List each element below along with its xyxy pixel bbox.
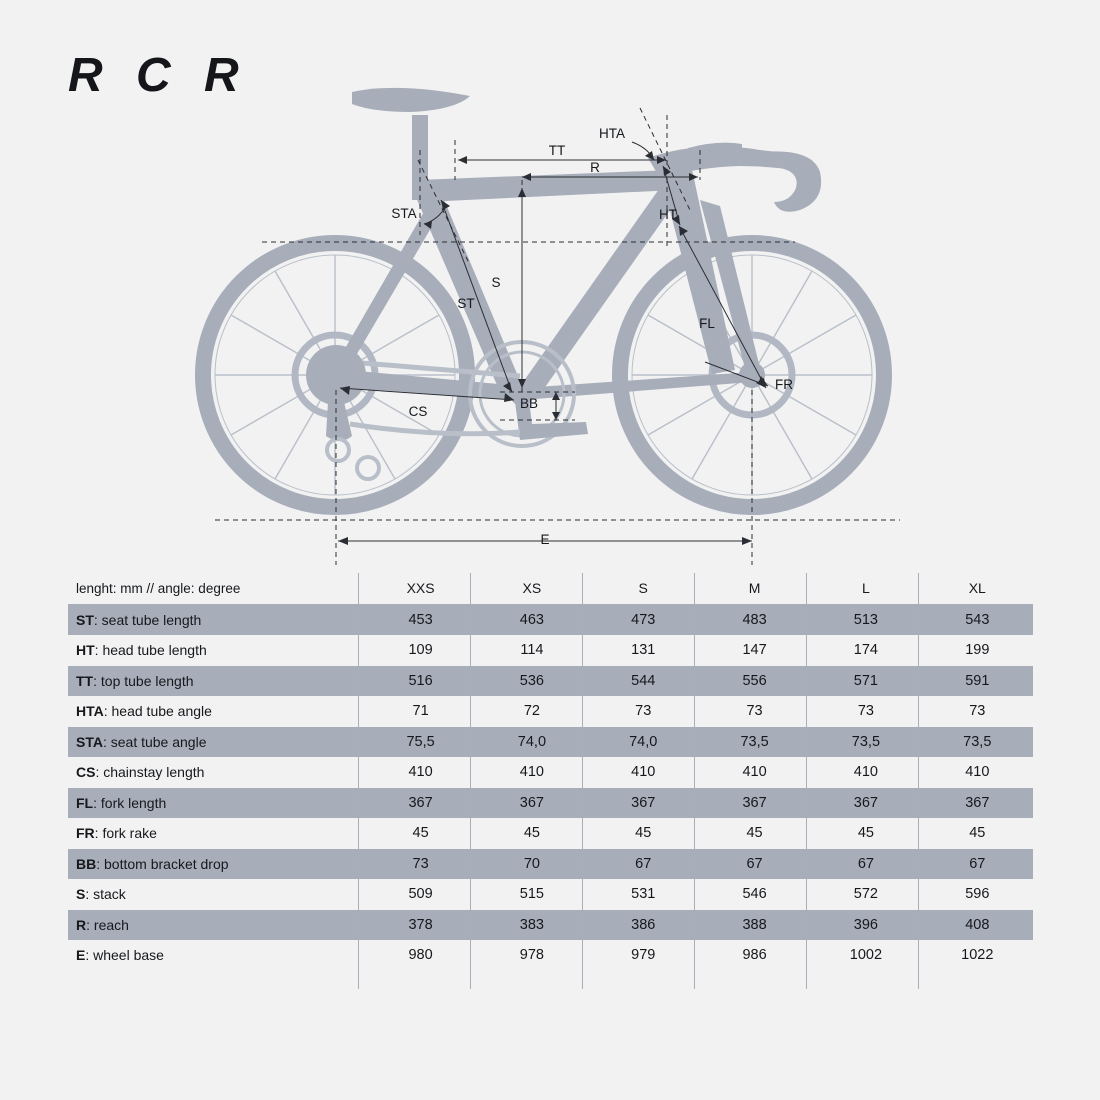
cell-tt-xs: 536: [519, 672, 544, 689]
cell-e-l: 1002: [849, 947, 883, 964]
table-row: [68, 666, 1033, 697]
cell-sta-m: 73,5: [740, 733, 769, 750]
table-row: [68, 849, 1033, 880]
label-st: ST: [457, 296, 475, 311]
table-col-m: M: [699, 573, 810, 604]
cell-bb-xxs: 73: [412, 855, 429, 872]
label-r: R: [590, 160, 600, 175]
row-code: S: [76, 886, 86, 903]
table-col-xl: XL: [922, 573, 1033, 604]
cell-cs-xs: 410: [519, 764, 544, 781]
row-desc: : stack: [85, 886, 126, 903]
row-desc: : chainstay length: [95, 764, 205, 781]
row-code: CS: [76, 764, 96, 781]
cell-ht-s: 131: [631, 642, 656, 659]
cell-tt-xl: 591: [965, 672, 990, 689]
cell-ht-m: 147: [742, 642, 767, 659]
cell-sta-xxs: 75,5: [406, 733, 435, 750]
cell-bb-l: 67: [857, 855, 874, 872]
geometry-table: [68, 573, 1033, 971]
row-desc: : seat tube length: [93, 611, 202, 628]
table-corner-label: lenght: mm // angle: degree: [68, 573, 365, 604]
label-cs: CS: [408, 404, 428, 419]
cell-s-xs: 515: [519, 886, 544, 903]
cell-cs-l: 410: [853, 764, 878, 781]
row-desc: : fork length: [93, 794, 167, 811]
row-label-ht: [68, 635, 365, 666]
row-label-cs: [68, 757, 365, 788]
cell-r-m: 388: [742, 916, 767, 933]
cell-r-xl: 408: [965, 916, 990, 933]
cell-s-xl: 596: [965, 886, 990, 903]
table-row: [68, 635, 1033, 666]
row-label-fl: [68, 788, 365, 819]
table-body: [68, 604, 1033, 971]
row-label-bb: [68, 849, 365, 880]
row-desc: : head tube length: [94, 642, 207, 659]
cell-st-xs: 463: [519, 611, 544, 628]
row-code: HT: [76, 642, 95, 659]
cell-cs-m: 410: [742, 764, 767, 781]
cell-fl-xs: 367: [519, 794, 544, 811]
cell-tt-s: 544: [631, 672, 656, 689]
cell-r-xs: 383: [519, 916, 544, 933]
cell-hta-xl: 73: [969, 703, 986, 720]
cell-e-m: 986: [742, 947, 767, 964]
cell-e-xxs: 980: [408, 947, 433, 964]
row-code: HTA: [76, 703, 104, 720]
row-label-r: [68, 910, 365, 941]
cell-fr-m: 45: [746, 825, 763, 842]
table-header-row: [68, 573, 1033, 604]
row-desc: : head tube angle: [103, 703, 212, 720]
cell-tt-xxs: 516: [408, 672, 433, 689]
cell-fr-xl: 45: [969, 825, 986, 842]
cell-fl-xxs: 367: [408, 794, 433, 811]
row-desc: : reach: [86, 916, 129, 933]
cell-ht-xl: 199: [965, 642, 990, 659]
table-row: [68, 818, 1033, 849]
cell-r-xxs: 378: [408, 916, 433, 933]
table-row: [68, 940, 1033, 971]
cell-ht-xxs: 109: [408, 642, 433, 659]
label-fl: FL: [699, 316, 715, 331]
dim-s: [518, 188, 526, 388]
table-row: [68, 788, 1033, 819]
cell-hta-m: 73: [746, 703, 763, 720]
row-code: ST: [76, 611, 94, 628]
row-desc: : fork rake: [94, 825, 157, 842]
cell-bb-m: 67: [746, 855, 763, 872]
row-code: R: [76, 916, 87, 933]
cell-tt-m: 556: [742, 672, 767, 689]
label-fr: FR: [775, 377, 793, 392]
cell-s-l: 572: [853, 886, 878, 903]
row-label-s: [68, 879, 365, 910]
bike-illustration: [203, 88, 884, 507]
cell-sta-l: 73,5: [851, 733, 881, 750]
cell-hta-s: 73: [635, 703, 652, 720]
row-code: BB: [76, 855, 97, 872]
cell-e-s: 979: [631, 947, 656, 964]
cell-r-l: 396: [853, 916, 878, 933]
table-col-s: S: [588, 573, 699, 604]
cell-r-s: 386: [631, 916, 656, 933]
cell-e-xl: 1022: [961, 947, 994, 964]
row-label-tt: [68, 666, 365, 697]
cell-fl-s: 367: [631, 794, 656, 811]
table-divider-3: [582, 573, 583, 989]
cell-cs-xxs: 410: [408, 764, 433, 781]
cell-tt-l: 571: [853, 672, 878, 689]
dim-st: [441, 200, 512, 392]
label-hta: HTA: [599, 126, 625, 141]
row-desc: : wheel base: [85, 947, 164, 964]
cell-s-xxs: 509: [408, 886, 433, 903]
cell-fl-m: 367: [742, 794, 767, 811]
cell-cs-xl: 410: [965, 764, 990, 781]
cell-s-s: 531: [631, 886, 656, 903]
table-divider-5: [806, 573, 807, 989]
table-row: [68, 604, 1033, 635]
cell-e-xs: 978: [519, 947, 544, 964]
cell-bb-xs: 70: [523, 855, 540, 872]
table-row: [68, 879, 1033, 910]
cell-cs-s: 410: [631, 764, 656, 781]
row-code: STA: [76, 733, 103, 750]
table-header: [68, 573, 1033, 604]
cell-fr-xxs: 45: [412, 825, 429, 842]
table-col-xxs: XXS: [365, 573, 476, 604]
cell-hta-xs: 72: [523, 703, 540, 720]
row-label-sta: [68, 727, 365, 758]
cell-sta-xl: 73,5: [963, 733, 992, 750]
cell-st-m: 483: [742, 611, 767, 628]
row-label-st: [68, 604, 365, 635]
row-code: FR: [76, 825, 95, 842]
cell-ht-xs: 114: [520, 642, 544, 659]
label-tt: TT: [548, 143, 566, 158]
cell-fl-l: 367: [853, 794, 878, 811]
cell-fr-xs: 45: [523, 825, 540, 842]
cell-st-l: 513: [853, 611, 878, 628]
table-divider-4: [694, 573, 695, 989]
table-row: [68, 910, 1033, 941]
label-s: S: [491, 275, 501, 290]
row-desc: : bottom bracket drop: [96, 855, 229, 872]
cell-st-xxs: 453: [408, 611, 433, 628]
row-code: E: [76, 947, 86, 964]
row-desc: : seat tube angle: [102, 733, 207, 750]
label-ht: HT: [659, 207, 677, 222]
cell-hta-l: 73: [857, 703, 874, 720]
cell-ht-l: 174: [853, 642, 878, 659]
row-label-fr: [68, 818, 365, 849]
cell-s-m: 546: [742, 886, 767, 903]
row-code: FL: [76, 794, 94, 811]
table-col-l: L: [810, 573, 921, 604]
table-row: [68, 727, 1033, 758]
table-row: [68, 757, 1033, 788]
table-divider-1: [358, 573, 359, 989]
label-sta: STA: [391, 206, 417, 221]
cell-fr-l: 45: [857, 825, 874, 842]
bike-geometry-diagram: [0, 20, 1100, 565]
cell-bb-xl: 67: [969, 855, 986, 872]
table-col-xs: XS: [476, 573, 587, 604]
cell-st-xl: 543: [965, 611, 990, 628]
label-bb: BB: [519, 396, 539, 411]
cell-hta-xxs: 71: [412, 703, 429, 720]
cell-st-s: 473: [631, 611, 656, 628]
brand-logo: R C R: [68, 49, 249, 102]
cell-sta-s: 74,0: [629, 733, 658, 750]
cell-bb-s: 67: [635, 855, 652, 872]
row-label-hta: [68, 696, 365, 727]
table-divider-2: [470, 573, 471, 989]
row-code: TT: [76, 672, 94, 689]
table-row: [68, 696, 1033, 727]
cell-fl-xl: 367: [965, 794, 990, 811]
cell-fr-s: 45: [635, 825, 652, 842]
table-divider-6: [918, 573, 919, 989]
label-e: E: [540, 532, 550, 547]
row-label-e: [68, 940, 365, 971]
dim-hta: [632, 142, 654, 160]
cell-sta-xs: 74,0: [517, 733, 547, 750]
row-desc: : top tube length: [93, 672, 194, 689]
